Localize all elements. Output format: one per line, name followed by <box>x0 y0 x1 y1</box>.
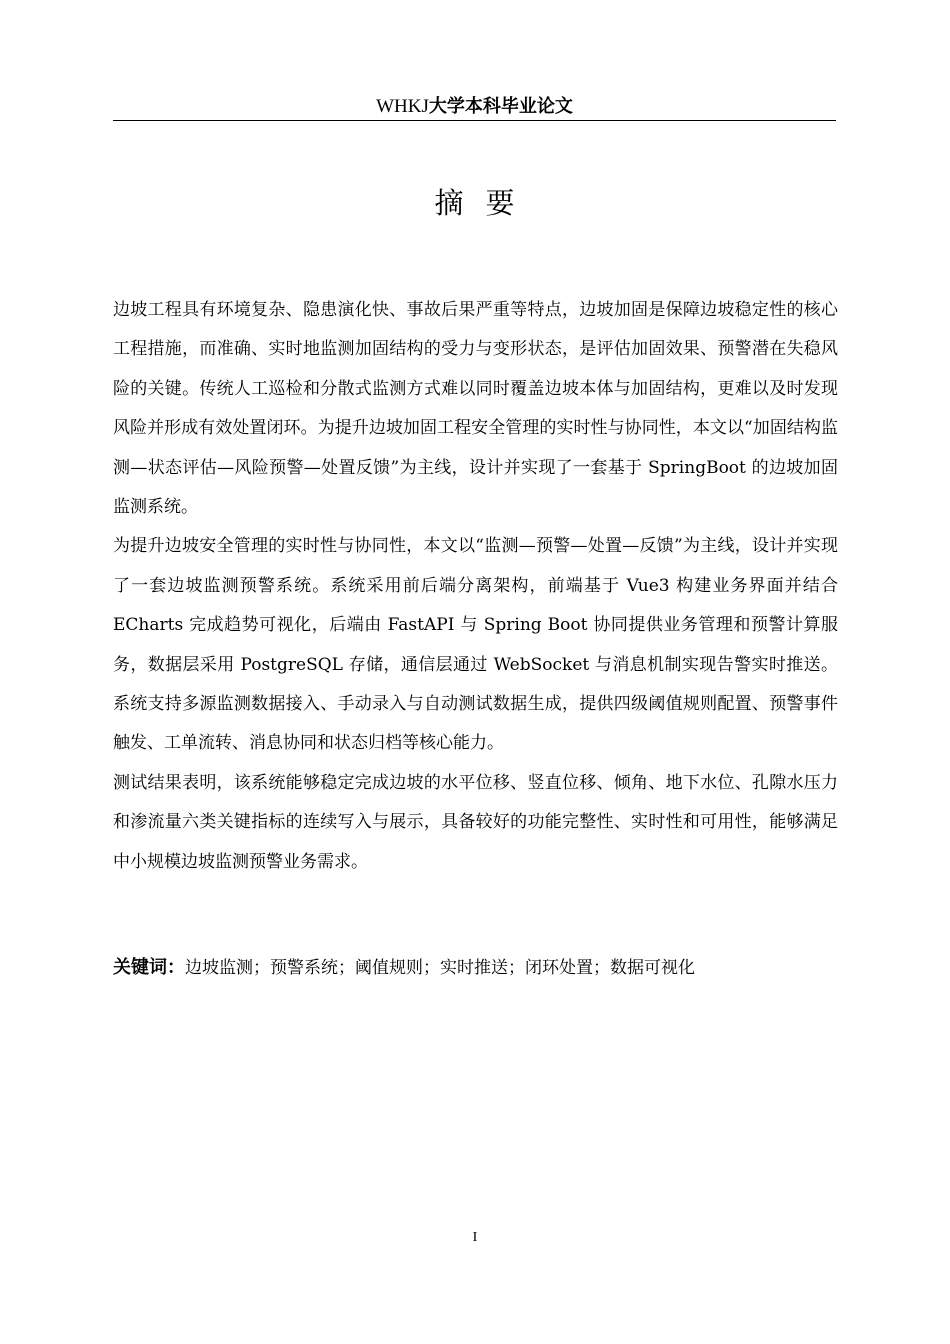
page-number: I <box>472 1230 478 1245</box>
keywords-label: 关键词： <box>113 957 185 978</box>
abstract-paragraph-1: 边坡工程具有环境复杂、隐患演化快、事故后果严重等特点，边坡加固是保障边坡稳定性的核心工程措施，而准确、实时地监测加固结构的受力与变形状态，是评估加固效果、预警潜在失稳风险的关键。传统人工巡检和分散式监测方式难以同时覆盖边坡本体与加固结构，更难以及时发现风险并形成有效处置闭环。为提升边坡加固工程安全管理的实时性与协同性，本文以“加固结构监测—状态评估—风险预警—处置反馈”为主线，设计并实现了一套基于 SpringBoot 的边坡加固监测系统。 <box>113 300 838 518</box>
abstract-body <box>113 291 838 882</box>
page-header <box>113 92 836 121</box>
abstract-paragraph-3: 测试结果表明，该系统能够稳定完成边坡的水平位移、竖直位移、倾角、地下水位、孔隙水压力和渗流量六类关键指标的连续写入与展示，具备较好的功能完整性、实时性和可用性，能够满足中小规模边坡监测预警业务需求。 <box>113 772 838 872</box>
abstract-paragraph-2: 为提升边坡安全管理的实时性与协同性，本文以“监测—预警—处置—反馈”为主线，设计并实现了一套边坡监测预警系统。系统采用前后端分离架构，前端基于 Vue3 构建业务界面并结合 ECharts 完成趋势可视化，后端由 FastAPI 与 Spring Boot 协同提供业务管理和预警计算服务，数据层采用 PostgreSQL 存储，通信层通过 WebSocket 与消息机制实现告警实时推送。系统支持多源监测数据接入、手动录入与自动测试数据生成，提供四级阈值规则配置、预警事件触发、工单流转、消息协同和状态归档等核心能力。 <box>113 536 838 754</box>
header-title: 大学本科毕业论文 <box>428 96 573 117</box>
abstract-title: 摘要 <box>434 186 537 220</box>
keywords-text: 边坡监测；预警系统；阈值规则；实时推送；闭环处置；数据可视化 <box>185 958 695 978</box>
keywords <box>113 948 838 988</box>
header-prefix: WHKJ <box>376 96 429 117</box>
